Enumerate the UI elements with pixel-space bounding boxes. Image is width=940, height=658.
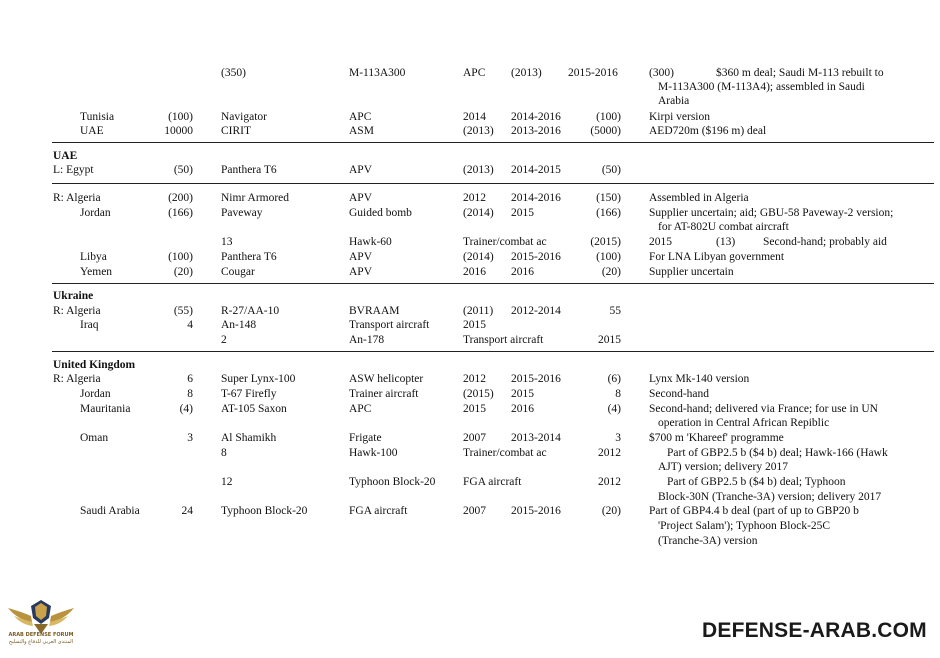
cell-ordered: (166) bbox=[168, 207, 193, 219]
site-watermark: DEFENSE-ARAB.COM bbox=[702, 619, 927, 642]
cell-description: Trainer/combat ac bbox=[463, 236, 547, 248]
cell-order-year: 2015 bbox=[463, 319, 486, 331]
cell-recipient: Mauritania bbox=[80, 403, 131, 415]
cell-comment: Second-hand bbox=[649, 388, 710, 400]
cell-description: BVRAAM bbox=[349, 305, 400, 317]
cell-comment: Second-hand; delivered via France; for use in UN bbox=[649, 403, 878, 415]
cell-ordered: 8 bbox=[187, 388, 193, 400]
cell-comment: 'Project Salam'); Typhoon Block-25C bbox=[658, 520, 831, 532]
cell-designation: (350) bbox=[221, 67, 246, 79]
cell-description: ASM bbox=[349, 125, 374, 137]
cell-comment: Supplier uncertain; aid; GBU-58 Paveway-2 version; bbox=[649, 207, 894, 219]
cell-ordered: 6 bbox=[187, 373, 193, 385]
cell-order-year: 2012 bbox=[598, 447, 621, 459]
cell-description: APV bbox=[349, 251, 373, 263]
cell-recipient: Saudi Arabia bbox=[80, 505, 140, 517]
cell-delivered: (100) bbox=[596, 111, 621, 123]
cell-delivery-years: 2014-2015 bbox=[511, 164, 561, 176]
cell-order-year: (2013) bbox=[511, 67, 542, 79]
cell-designation: Paveway bbox=[221, 207, 263, 219]
cell-description: Frigate bbox=[349, 432, 382, 444]
cell-order-year: 2015 bbox=[598, 334, 621, 346]
cell-description: APV bbox=[349, 266, 373, 278]
cell-recipient: Jordan bbox=[80, 207, 111, 219]
cell-comment: Part of GBP4.4 b deal (part of up to GBP20 b bbox=[649, 505, 859, 517]
cell-delivery-years: 2016 bbox=[511, 266, 534, 278]
cell-delivery-years: 2015 bbox=[649, 236, 672, 248]
cell-description: Guided bomb bbox=[349, 207, 412, 219]
cell-designation: Typhoon Block-20 bbox=[221, 505, 308, 517]
cell-comment: Kirpi version bbox=[649, 111, 711, 123]
cell-delivery-years: 2014-2016 bbox=[511, 111, 561, 123]
cell-recipient: Iraq bbox=[80, 319, 99, 331]
cell-delivered: (150) bbox=[596, 192, 621, 204]
cell-designation: T-67 Firefly bbox=[221, 388, 277, 400]
cell-designation: An-148 bbox=[221, 319, 257, 331]
cell-order-year: 2015 bbox=[463, 403, 486, 415]
cell-comment: (Tranche-3A) version bbox=[658, 535, 758, 547]
cell-designation: Super Lynx-100 bbox=[221, 373, 296, 385]
cell-description: APV bbox=[349, 192, 373, 204]
cell-description: Trainer aircraft bbox=[349, 388, 419, 400]
cell-comment: Assembled in Algeria bbox=[649, 192, 749, 204]
cell-comment: Arabia bbox=[658, 95, 690, 107]
cell-ordered: (200) bbox=[168, 192, 193, 204]
cell-delivery-years: 2014-2016 bbox=[511, 192, 561, 204]
cell-order-year: (2011) bbox=[463, 305, 494, 317]
cell-delivered: (300) bbox=[649, 67, 674, 79]
cell-delivered: (20) bbox=[601, 266, 621, 278]
cell-ordered: (100) bbox=[168, 111, 193, 123]
section-divider bbox=[52, 142, 934, 143]
cell-designation: AT-105 Saxon bbox=[221, 403, 287, 415]
forum-logo bbox=[4, 594, 78, 654]
cell-order-year: 2007 bbox=[463, 432, 486, 444]
cell-comment: Part of GBP2.5 b ($4 b) deal; Typhoon bbox=[667, 476, 846, 488]
cell-order-year: (2015) bbox=[590, 236, 621, 248]
cell-comment: Lynx Mk-140 version bbox=[649, 373, 750, 385]
cell-ordered: 10000 bbox=[164, 125, 193, 137]
cell-weapon: Hawk-60 bbox=[349, 236, 392, 248]
cell-delivery-years: 2015-2016 bbox=[511, 373, 561, 385]
cell-designation: 12 bbox=[221, 476, 233, 488]
cell-description: FGA aircraft bbox=[349, 505, 408, 517]
supplier-header-ukraine: Ukraine bbox=[53, 290, 94, 302]
cell-weapon: An-178 bbox=[349, 334, 385, 346]
cell-delivery-years: 2015-2016 bbox=[511, 251, 561, 263]
cell-delivered: 55 bbox=[609, 305, 621, 317]
cell-comment: Second-hand; probably aid bbox=[763, 236, 887, 248]
cell-delivery-years: 2015 bbox=[511, 207, 534, 219]
cell-comment: For LNA Libyan government bbox=[649, 251, 785, 263]
cell-recipient: R: Algeria bbox=[53, 305, 101, 317]
cell-delivered: (6) bbox=[607, 373, 621, 385]
cell-delivery-years: 2013-2016 bbox=[511, 125, 561, 137]
cell-order-year: 2007 bbox=[463, 505, 486, 517]
cell-recipient: Libya bbox=[80, 251, 107, 263]
cell-comment: AJT) version; delivery 2017 bbox=[658, 461, 788, 473]
cell-ordered: (50) bbox=[173, 164, 193, 176]
cell-delivered: (166) bbox=[596, 207, 621, 219]
supplier-header-uk: United Kingdom bbox=[53, 359, 136, 371]
cell-designation: Panthera T6 bbox=[221, 164, 277, 176]
cell-comment: M-113A300 (M-113A4); assembled in Saudi bbox=[658, 81, 865, 93]
cell-ordered: (20) bbox=[173, 266, 193, 278]
cell-delivered: (13) bbox=[716, 236, 736, 248]
cell-recipient: Jordan bbox=[80, 388, 111, 400]
cell-order-year: 2012 bbox=[598, 476, 621, 488]
cell-comment: Supplier uncertain bbox=[649, 266, 734, 278]
section-divider bbox=[52, 183, 934, 184]
cell-comment: $360 m deal; Saudi M-113 rebuilt to bbox=[716, 67, 884, 79]
section-divider bbox=[52, 351, 934, 352]
cell-weapon: Typhoon Block-20 bbox=[349, 476, 436, 488]
cell-comment: $700 m 'Khareef' programme bbox=[649, 432, 784, 444]
cell-weapon: Hawk-100 bbox=[349, 447, 398, 459]
cell-order-year: 2012 bbox=[463, 373, 486, 385]
cell-delivered: (4) bbox=[607, 403, 621, 415]
cell-delivery-years: 2015 bbox=[511, 388, 534, 400]
section-divider bbox=[52, 283, 934, 284]
cell-comment: Part of GBP2.5 b ($4 b) deal; Hawk-166 (Hawk bbox=[667, 447, 888, 459]
cell-designation: 2 bbox=[221, 334, 227, 346]
cell-designation: 13 bbox=[221, 236, 233, 248]
cell-delivered: (20) bbox=[601, 505, 621, 517]
cell-ordered: 4 bbox=[187, 319, 193, 331]
cell-comment: Block-30N (Tranche-3A) version; delivery 2017 bbox=[658, 491, 882, 503]
cell-designation: 8 bbox=[221, 447, 227, 459]
cell-designation: R-27/AA-10 bbox=[221, 305, 280, 317]
cell-delivered: 3 bbox=[615, 432, 621, 444]
cell-comment: for AT-802U combat aircraft bbox=[658, 221, 789, 233]
cell-weapon: M-113A300 bbox=[349, 67, 406, 79]
cell-recipient: UAE bbox=[80, 125, 104, 137]
cell-description: ASW helicopter bbox=[349, 373, 424, 385]
cell-order-year: (2014) bbox=[463, 207, 494, 219]
cell-designation: Cougar bbox=[221, 266, 255, 278]
cell-designation: Panthera T6 bbox=[221, 251, 277, 263]
cell-order-year: (2013) bbox=[463, 125, 494, 137]
cell-delivery-years: 2015-2016 bbox=[568, 67, 618, 79]
cell-delivered: (50) bbox=[601, 164, 621, 176]
cell-delivery-years: 2012-2014 bbox=[511, 305, 561, 317]
cell-order-year: 2012 bbox=[463, 192, 486, 204]
cell-description: APC bbox=[349, 111, 372, 123]
eagle-icon bbox=[4, 594, 78, 654]
cell-delivery-years: 2016 bbox=[511, 403, 534, 415]
cell-order-year: (2015) bbox=[463, 388, 494, 400]
cell-designation: CIRIT bbox=[221, 125, 252, 137]
cell-description: APC bbox=[463, 67, 486, 79]
cell-ordered: (4) bbox=[179, 403, 193, 415]
cell-recipient: R: Algeria bbox=[53, 192, 101, 204]
cell-designation: Al Shamikh bbox=[221, 432, 277, 444]
cell-ordered: 3 bbox=[187, 432, 193, 444]
cell-delivered: (5000) bbox=[590, 125, 621, 137]
cell-description: Trainer/combat ac bbox=[463, 447, 547, 459]
cell-ordered: 24 bbox=[181, 505, 193, 517]
cell-recipient: Tunisia bbox=[80, 111, 115, 123]
cell-delivered: 8 bbox=[615, 388, 621, 400]
cell-recipient: Oman bbox=[80, 432, 109, 444]
cell-delivery-years: 2013-2014 bbox=[511, 432, 561, 444]
cell-order-year: 2016 bbox=[463, 266, 486, 278]
cell-description: FGA aircraft bbox=[463, 476, 522, 488]
cell-ordered: (55) bbox=[173, 305, 193, 317]
cell-comment: operation in Central African Repiblic bbox=[658, 417, 830, 429]
cell-order-year: (2014) bbox=[463, 251, 494, 263]
cell-delivered: (100) bbox=[596, 251, 621, 263]
cell-designation: Nimr Armored bbox=[221, 192, 290, 204]
cell-description: APC bbox=[349, 403, 372, 415]
cell-delivery-years: 2015-2016 bbox=[511, 505, 561, 517]
logo-subtext: المنتدى العربي للدفاع والتسليح bbox=[8, 639, 74, 645]
cell-comment: AED720m ($196 m) deal bbox=[649, 125, 767, 137]
cell-recipient: L: Egypt bbox=[53, 164, 94, 176]
cell-description: Transport aircraft bbox=[349, 319, 430, 331]
cell-designation: Navigator bbox=[221, 111, 267, 123]
cell-ordered: (100) bbox=[168, 251, 193, 263]
supplier-header-uae: UAE bbox=[53, 150, 78, 162]
logo-text: ARAB DEFENSE FORUM bbox=[8, 632, 74, 638]
cell-order-year: 2014 bbox=[463, 111, 486, 123]
cell-recipient: R: Algeria bbox=[53, 373, 101, 385]
cell-recipient: Yemen bbox=[80, 266, 113, 278]
cell-order-year: (2013) bbox=[463, 164, 494, 176]
cell-description: APV bbox=[349, 164, 373, 176]
cell-description: Transport aircraft bbox=[463, 334, 544, 346]
